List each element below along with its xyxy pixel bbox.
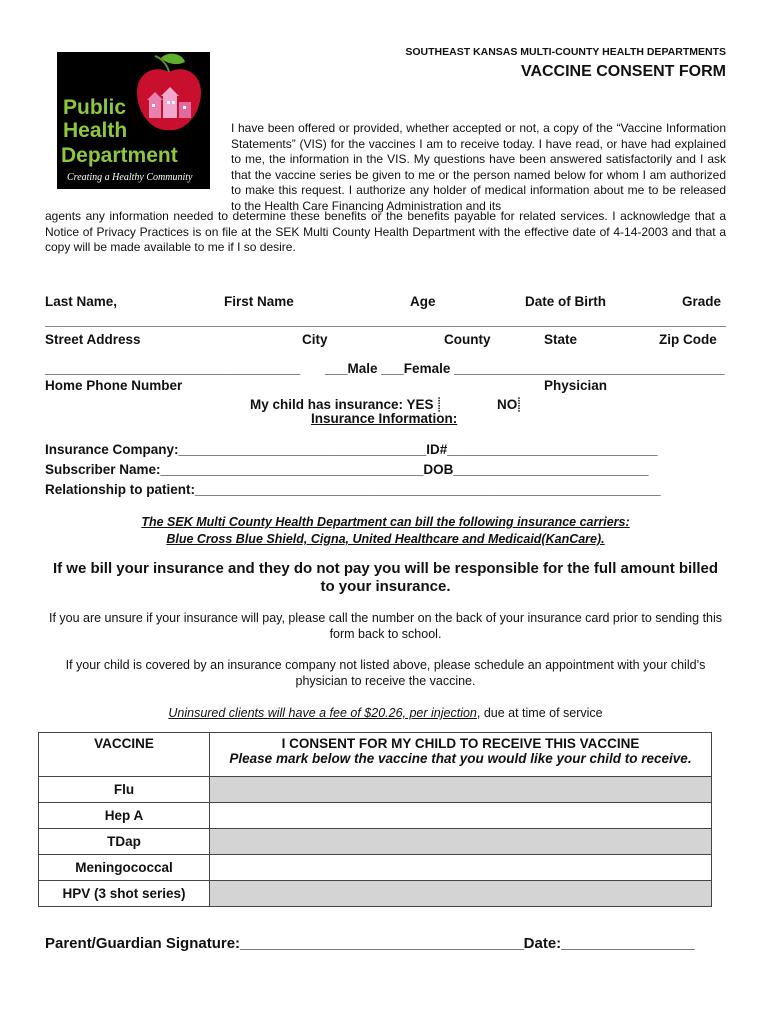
logo-line1: Public [63,96,127,119]
consent-column-header [210,733,712,777]
last-name-label: Last Name, [45,294,118,309]
vaccine-name: Flu [39,777,210,803]
phone-blank-line[interactable]: __________________________________ [45,361,301,376]
consent-header-line1: I CONSENT FOR MY CHILD TO RECEIVE THIS VACCINE [281,736,640,751]
vaccine-consent-box[interactable] [210,829,712,855]
vaccine-name: HPV (3 shot series) [39,881,210,907]
age-label: Age [410,294,436,309]
logo-line2: Health [63,119,128,142]
home-phone-label: Home Phone Number [45,378,183,393]
organization-name: SOUTHEAST KANSAS MULTI-COUNTY HEALTH DEPARTMENTS [405,46,726,58]
carriers-line1: The SEK Multi County Health Department can bill the following insurance carriers: [141,515,630,529]
vaccine-name: Meningococcal [39,855,210,881]
logo-tagline: Creating a Healthy Community [67,172,193,183]
no-option [497,395,521,413]
name-row-line [45,326,726,327]
county-label: County [444,332,491,347]
vaccine-consent-box[interactable] [210,855,712,881]
vaccine-name: TDap [39,829,210,855]
fee-underlined: Uninsured clients will have a fee of $20.26, per injection [168,706,477,720]
consent-statement-part1: I have been offered or provided, whether accepted or not, a copy of the “Vaccine Information Statements” (VIS) for the vaccines I am to receive today. I have read, or have had explained to me, the information in the VIS. My questions have been answered satisfactorily and I ask that the vaccine series be given to me or the person named below for whom I am authorized to make this request. I authorize any holder of medical information about me to be released to the Health Care Financing Administration and its [231,121,726,213]
vaccine-row-meningococcal [39,855,712,881]
consent-statement-part2: agents any information needed to determine these benefits or the benefits payable for related services. I acknowledge that a Notice of Privacy Practices is on file at the SEK Multi County Health Department with the effective date of 4-14-2003 and that a copy will be made available to me if I so desire. [45,209,726,254]
no-checkbox[interactable]: ⸽ [517,397,521,412]
vaccine-column-header: VACCINE [39,733,210,777]
vaccine-consent-box[interactable] [210,881,712,907]
no-text: NO [497,397,518,412]
uninsured-fee-note [45,706,726,720]
not-listed-insurance-note: If your child is covered by an insurance company not listed above, please schedule an appointment with your child’s physician to receive the vaccine. [65,658,706,688]
zip-code-label: Zip Code [659,332,717,347]
vaccine-row-tdap [39,829,712,855]
fee-rest: , due at time of service [476,706,603,720]
public-health-logo [57,52,210,189]
carriers-line2: Blue Cross Blue Shield, Cigna, United Healthcare and Medicaid(KanCare). [166,532,605,546]
vaccine-name: Hep A [39,803,210,829]
logo-line3: Department [61,144,178,167]
physician-label: Physician [544,378,608,393]
unsure-insurance-note: If you are unsure if your insurance will pay, please call the number on the back of your insurance card prior to sending this form back to school. [48,611,723,641]
yes-checkbox[interactable]: ⸽ [437,397,441,412]
vaccine-consent-box[interactable] [210,803,712,829]
state-label: State [544,332,578,347]
vaccine-table [38,732,712,907]
consent-header-line2: Please mark below the vaccine that you would like your child to receive. [229,751,692,766]
signature-date-field[interactable]: Parent/Guardian Signature:__________________________________Date:________________ [45,935,695,952]
billing-warning: If we bill your insurance and they do not pay you will be responsible for the full amount billed to your insurance. [52,560,719,595]
form-title: VACCINE CONSENT FORM [520,63,726,80]
vaccine-row-hep-a [39,803,712,829]
vaccine-row-hpv [39,881,712,907]
insurance-company-field[interactable]: Insurance Company:_________________________________ID#____________________________ [45,442,658,457]
vaccine-row-flu [39,777,712,803]
relationship-field[interactable]: Relationship to patient:______________________________________________________________ [45,482,661,497]
gender-field[interactable]: ___Male ___Female ____________________________________ [325,361,725,376]
grade-label: Grade [682,294,722,309]
dob-label: Date of Birth [525,294,606,309]
vaccine-consent-box[interactable] [210,777,712,803]
child-insurance-text: My child has insurance: YES [250,397,434,412]
subscriber-name-field[interactable]: Subscriber Name:___________________________________DOB__________________________ [45,462,649,477]
first-name-label: First Name [224,294,294,309]
city-label: City [302,332,328,347]
vaccine-table-header [39,733,712,777]
insurance-info-heading: Insurance Information: [311,411,458,426]
street-address-label: Street Address [45,332,141,347]
